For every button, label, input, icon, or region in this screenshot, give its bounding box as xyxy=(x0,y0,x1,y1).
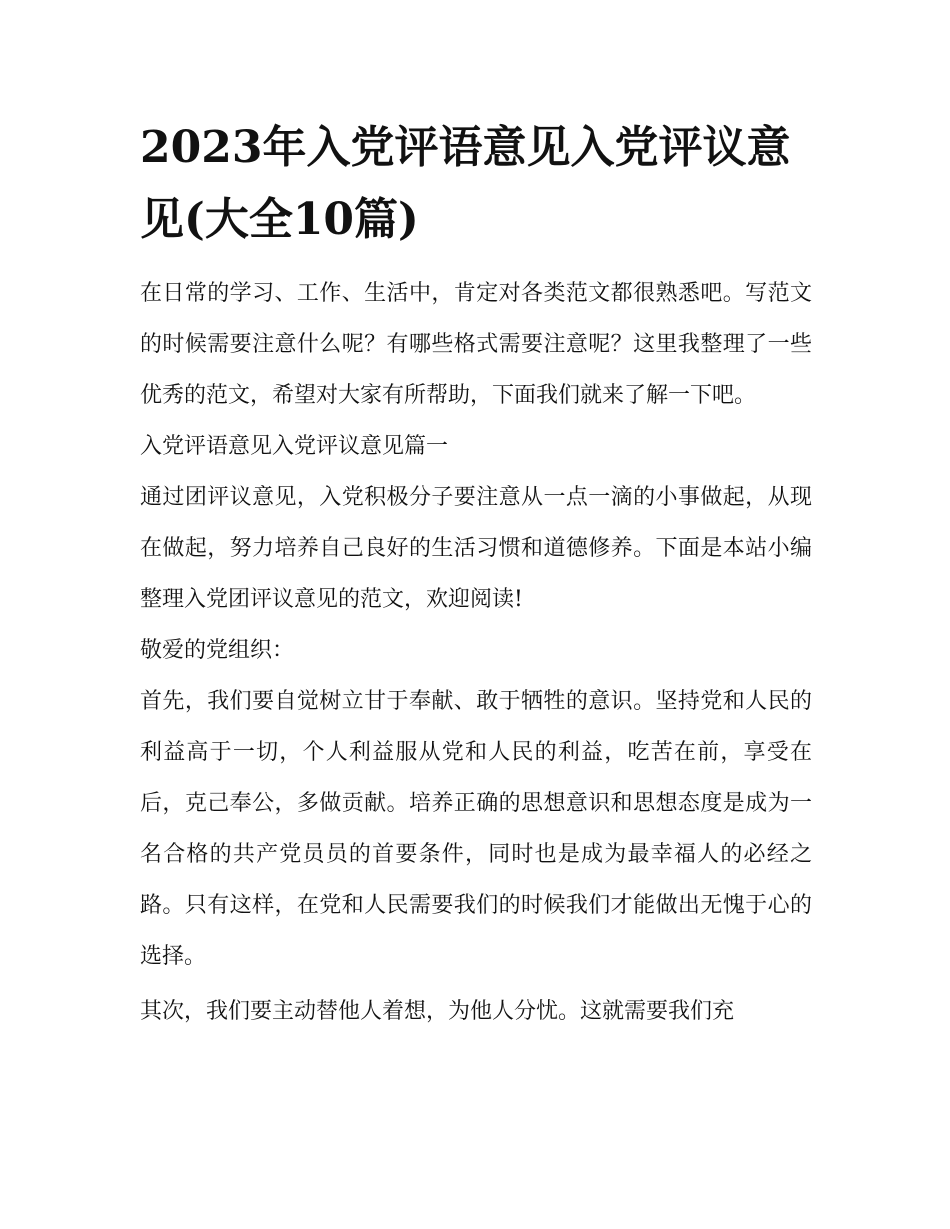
document-title: 2023年入党评语意见入党评议意见(大全10篇) xyxy=(140,122,791,245)
body-paragraph: 首先，我们要自觉树立甘于奉献、敢于牺牲的意识。坚持党和人民的利益高于一切，个人利益服从党和人民的利益，吃苦在前，享受在后，克己奉公，多做贡献。培养正确的思想意识和思想态度是成为一名合格的共产党员员的首要条件，同时也是成为最幸福人的必经之路。只有这样，在党和人民需要我们的时候我们才能做出无愧于心的选择。 xyxy=(140,689,812,969)
body-paragraph: 其次，我们要主动替他人着想，为他人分忧。这就需要我们充 xyxy=(140,999,735,1024)
section-heading: 入党评语意见入党评议意见篇一 xyxy=(140,434,449,459)
salutation: 敬爱的党组织： xyxy=(140,638,295,663)
intro-paragraph: 在日常的学习、工作、生活中，肯定对各类范文都很熟悉吧。写范文的时候需要注意什么呢？有哪些格式需要注意呢？这里我整理了一些优秀的范文，希望对大家有所帮助，下面我们就来了解一下吧。 xyxy=(140,281,812,408)
document-body xyxy=(140,112,812,1037)
body-paragraph: 通过团评议意见，入党积极分子要注意从一点一滴的小事做起，从现在做起，努力培养自己良好的生活习惯和道德修养。下面是本站小编整理入党团评议意见的范文，欢迎阅读! xyxy=(140,485,812,612)
